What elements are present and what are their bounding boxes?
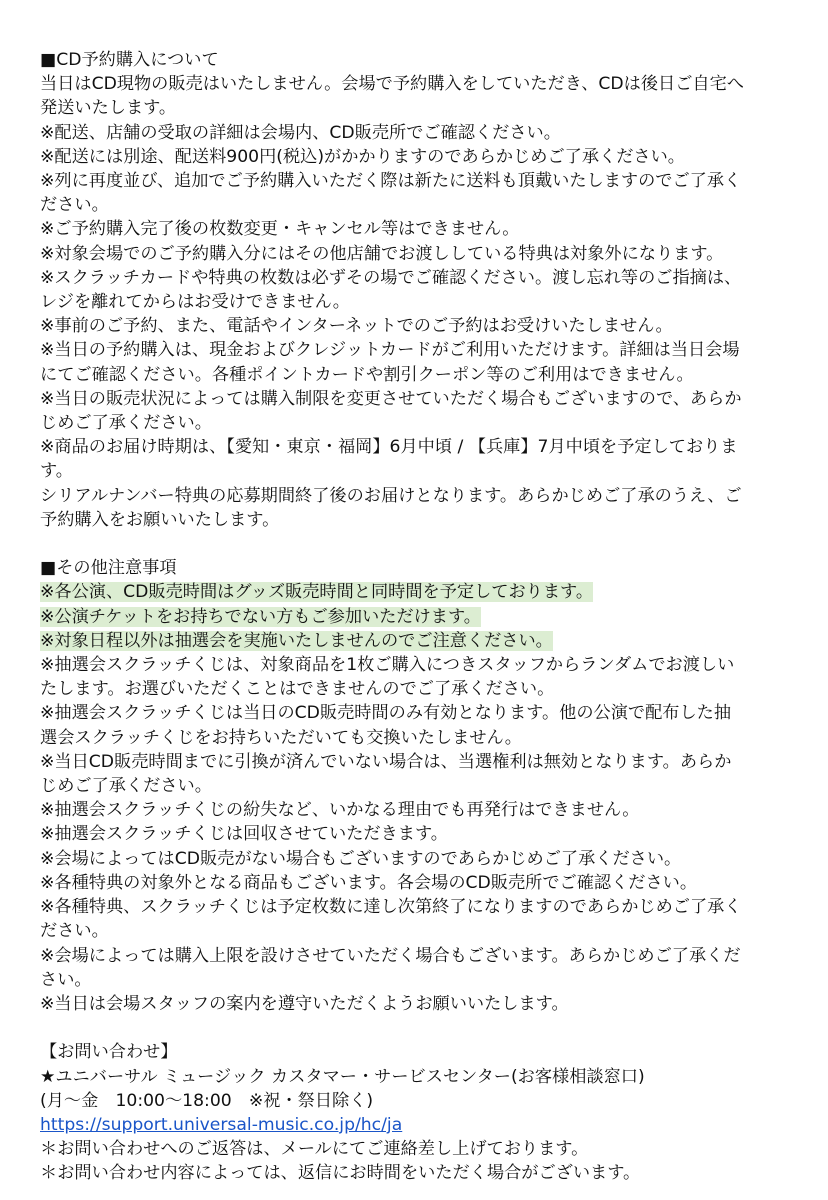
cd-reservation-section [40, 48, 808, 532]
text-line: ※当日CD販売時間までに引換が済んでいない場合は、当選権利は無効となります。あらか [40, 751, 732, 772]
highlighted-note: ※公演チケットをお持ちでない方もご参加いただけます。 [40, 606, 481, 627]
other-notes-section [40, 556, 808, 1016]
text-line: ※列に再度並び、追加でご予約購入いただく際は新たに送料も頂戴いたしますのでご了承く [40, 171, 742, 192]
text-line: ※抽選会スクラッチくじの紛失など、いかなる理由でも再発行はできません。 [40, 800, 640, 821]
spacer [40, 532, 808, 556]
text-line: ※当日は会場スタッフの案内を遵守いただくようお願いいたします。 [40, 993, 569, 1014]
text-line: さい。 [40, 969, 92, 990]
text-line: ※各種特典の対象外となる商品もございます。各会場のCD販売所でご確認ください。 [40, 872, 698, 893]
text-line: 選会スクラッチくじをお持ちいただいても交換いたしません。 [40, 727, 522, 748]
text-line: す。 [40, 461, 73, 482]
text-line: ※抽選会スクラッチくじは回収させていただきます。 [40, 824, 448, 845]
highlighted-note: ※各公演、CD販売時間はグッズ販売時間と同時間を予定しております。 [40, 582, 594, 603]
text-line: シリアルナンバー特典の応募期間終了後のお届けとなります。あらかじめご了承のうえ、ご [40, 485, 742, 506]
contact-hours: (月〜金 10:00〜18:00 ※祝・祭日除く) [40, 1090, 374, 1111]
text-line: ※会場によっては購入上限を設けさせていただく場合もございます。あらかじめご了承くだ [40, 945, 741, 966]
text-line: ※スクラッチカードや特典の枚数は必ずその場でご確認ください。渡し忘れ等のご指摘は、 [40, 267, 742, 288]
text-line: じめご了承ください。 [40, 413, 212, 434]
text-line: ※ご予約購入完了後の枚数変更・キャンセル等はできません。 [40, 219, 520, 240]
text-line: ※配送、店舗の受取の詳細は会場内、CD販売所でご確認ください。 [40, 122, 561, 143]
text-line: ※事前のご予約、また、電話やインターネットでのご予約はお受けいたしません。 [40, 316, 673, 337]
section-heading: ■CD予約購入について [40, 50, 219, 70]
text-line: ※抽選会スクラッチくじは当日のCD販売時間のみ有効となります。他の公演で配布した抽 [40, 703, 732, 724]
text-line: レジを離れてからはお受けできません。 [40, 292, 350, 313]
section-heading: ■その他注意事項 [40, 558, 177, 579]
highlighted-note: ※対象日程以外は抽選会を実施いたしませんのでご注意ください。 [40, 630, 553, 651]
text-line: 予約購入をお願いいたします。 [40, 509, 280, 530]
contact-note: ＊お問い合わせへのご返答は、メールにてご連絡差し上げております。 [40, 1139, 589, 1160]
text-line: ※各種特典、スクラッチくじは予定枚数に達し次第終了になりますのであらかじめご了承く [40, 897, 742, 918]
text-line: ※商品のお届け時期は、【愛知・東京・福岡】6月中頃 / 【兵庫】7月中頃を予定しておりま [40, 437, 738, 458]
text-line: 当日はCD現物の販売はいたしません。会場で予約購入をしていただき、CDは後日ご自宅へ [40, 74, 744, 95]
text-line: ※抽選会スクラッチくじは、対象商品を1枚ご購入につきスタッフからランダムでお渡しい [40, 655, 735, 676]
spacer [40, 1016, 808, 1040]
text-line: じめご了承ください。 [40, 776, 212, 797]
text-line: ださい。 [40, 921, 109, 942]
text-line: ※会場によってはCD販売がない場合もございますのであらかじめご了承ください。 [40, 848, 682, 869]
text-line: ださい。 [40, 195, 109, 216]
text-line: ※当日の予約購入は、現金およびクレジットカードがご利用いただけます。詳細は当日会場 [40, 340, 740, 361]
contact-section [40, 1040, 808, 1185]
text-line: ※配送には別途、配送料900円(税込)がかかりますのであらかじめご了承ください。 [40, 146, 685, 167]
text-line: たします。お選びいただくことはできませんのでご了承ください。 [40, 679, 555, 700]
support-link[interactable]: https://support.universal-music.co.jp/hc/ja [40, 1114, 403, 1135]
contact-note: ＊お問い合わせ内容によっては、返信にお時間をいただく場合がございます。 [40, 1163, 641, 1184]
text-line: 発送いたします。 [40, 98, 177, 119]
contact-heading: 【お問い合わせ】 [40, 1042, 178, 1063]
contact-center-name: ★ユニバーサル ミュージック カスタマー・サービスセンター(お客様相談窓口) [40, 1066, 645, 1087]
text-line: ※当日の販売状況によっては購入制限を変更させていただく場合もございますので、あらか [40, 388, 742, 409]
text-line: にてご確認ください。各種ポイントカードや割引クーポン等のご利用はできません。 [40, 364, 694, 385]
text-line: ※対象会場でのご予約購入分にはその他店舗でお渡ししている特典は対象外になります。 [40, 243, 724, 264]
